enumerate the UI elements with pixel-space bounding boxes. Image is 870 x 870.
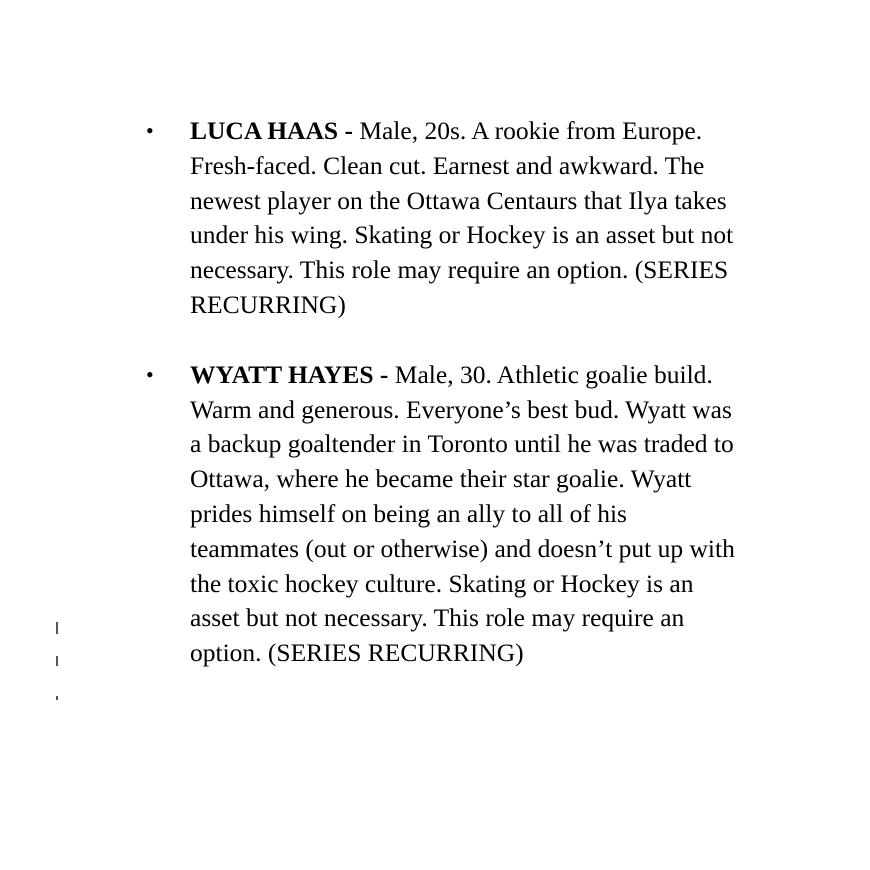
margin-mark: [56, 696, 58, 700]
role-text: [190, 358, 742, 671]
role-text: [190, 114, 742, 323]
role-entry-wyatt-hayes: [146, 358, 746, 671]
margin-mark: [56, 656, 58, 666]
role-entry-luca-haas: [146, 114, 746, 323]
margin-artifacts: [56, 616, 66, 706]
role-description: Male, 30. Athletic goalie build. Warm and generous. Everyone’s best bud. Wyatt was a backup goaltender in Toronto until he was traded to Ottawa, where he became their star goalie. Wyatt prides himself on being an ally to all of his teammates (out or otherwise) and doesn’t put up with the toxic hockey culture. Skating or Hockey is an asset but not necessary. This role may require an option. (SERIES RECURRING): [190, 359, 735, 668]
role-name: LUCA HAAS -: [190, 116, 353, 145]
role-breakdown-list: [146, 114, 746, 671]
role-description: Male, 20s. A rookie from Europe. Fresh-faced. Clean cut. Earnest and awkward. The newest player on the Ottawa Centaurs that Ilya takes under his wing. Skating or Hockey is an asset but not necessary. This role may require an option. (SERIES RECURRING): [190, 116, 734, 319]
margin-mark: [56, 622, 58, 634]
bullet-icon: •: [146, 118, 154, 143]
bullet-icon: •: [146, 361, 154, 387]
role-name: WYATT HAYES -: [190, 359, 389, 389]
